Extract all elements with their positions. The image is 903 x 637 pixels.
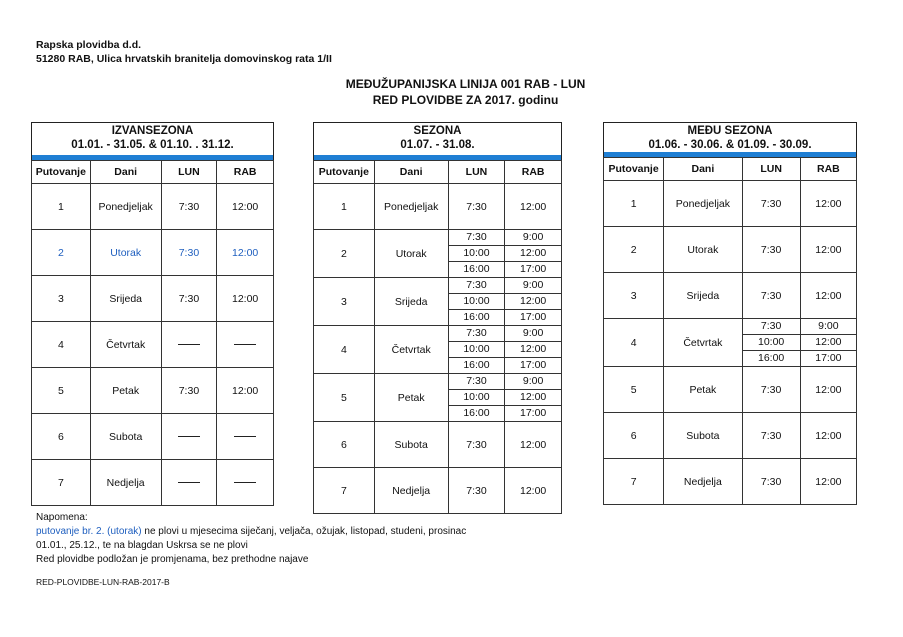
departure-time: 17:00 (815, 352, 842, 364)
no-departure-dash (234, 344, 256, 345)
rab-departure (217, 460, 274, 506)
title-line-2: RED PLOVIDBE ZA 2017. godinu (372, 93, 559, 107)
rab-departure (800, 319, 856, 367)
notes-highlight: putovanje br. 2. (utorak) (36, 526, 142, 537)
col-header-lun: LUN (742, 158, 800, 181)
departure-time: 9:00 (505, 278, 561, 294)
trip-number: 5 (314, 374, 375, 422)
notes-block (36, 511, 466, 567)
header-row (32, 161, 274, 184)
table-row (314, 278, 562, 326)
table-row (604, 181, 857, 227)
day-name: Četvrtak (374, 326, 448, 374)
day-name: Utorak (374, 230, 448, 278)
day-name: Utorak (664, 227, 742, 273)
lun-departure: 7:30 (742, 273, 800, 319)
departure-time: 9:00 (505, 230, 561, 246)
day-name: Subota (90, 414, 161, 460)
rab-departure: 12:00 (217, 184, 274, 230)
departure-time: 7:30 (449, 278, 505, 294)
lun-departure: 7:30 (742, 459, 800, 505)
day-name: Ponedjeljak (664, 181, 742, 227)
lun-departure: 7:30 (448, 468, 505, 514)
lun-departure: 7:30 (161, 184, 217, 230)
header-row (314, 161, 562, 184)
lun-departure: 7:30 (161, 368, 217, 414)
departure-time: 17:00 (520, 407, 547, 419)
season-dates: 01.01. - 31.05. & 01.10. . 31.12. (71, 139, 234, 151)
trip-number: 5 (604, 367, 664, 413)
rab-departure: 12:00 (505, 468, 562, 514)
notes-line-3: Red plovidbe podložan je promjenama, bez prethodne najave (36, 554, 309, 565)
day-name: Ponedjeljak (374, 184, 448, 230)
departure-time: 17:00 (520, 359, 547, 371)
season-dates: 01.06. - 30.06. & 01.09. - 30.09. (648, 139, 812, 151)
col-header-trip: Putovanje (314, 161, 375, 184)
schedule-table (31, 160, 274, 506)
col-header-day: Dani (374, 161, 448, 184)
day-name: Petak (664, 367, 742, 413)
season-name: IZVANSEZONA (111, 125, 194, 137)
table-row (32, 322, 274, 368)
trip-number: 6 (604, 413, 664, 459)
departure-time: 7:30 (449, 326, 505, 342)
lun-departure: 7:30 (742, 227, 800, 273)
table-row (604, 459, 857, 505)
departure-time: 9:00 (505, 374, 561, 390)
table-row (604, 367, 857, 413)
no-departure-dash (234, 436, 256, 437)
table-row (604, 319, 857, 367)
company-name: Rapska plovidba d.d. (36, 39, 142, 51)
rab-departure: 12:00 (505, 184, 562, 230)
table-row (604, 413, 857, 459)
day-name: Petak (90, 368, 161, 414)
table-row (314, 468, 562, 514)
panel-medu-sezona (603, 122, 857, 505)
day-name: Nedjelja (664, 459, 742, 505)
notes-line-1-rest: ne plovi u mjesecima siječanj, veljača, ožujak, listopad, studeni, prosinac (141, 526, 467, 537)
rab-departure: 12:00 (800, 367, 856, 413)
table-row (604, 273, 857, 319)
day-name: Petak (374, 374, 448, 422)
trip-number: 4 (314, 326, 375, 374)
col-header-rab: RAB (800, 158, 856, 181)
departure-time: 17:00 (520, 311, 547, 323)
departure-time: 10:00 (449, 246, 505, 262)
table-row (32, 368, 274, 414)
day-name: Srijeda (664, 273, 742, 319)
day-name: Ponedjeljak (90, 184, 161, 230)
departure-time: 16:00 (463, 407, 490, 419)
lun-departure: 7:30 (742, 181, 800, 227)
trip-number: 7 (32, 460, 91, 506)
rab-departure: 12:00 (505, 422, 562, 468)
col-header-day: Dani (90, 161, 161, 184)
no-departure-dash (178, 436, 200, 437)
panel-izvansezona (31, 122, 274, 506)
day-name: Četvrtak (664, 319, 742, 367)
trip-number: 6 (314, 422, 375, 468)
schedule-table (313, 160, 562, 514)
rab-departure (505, 278, 562, 326)
trip-number: 1 (604, 181, 664, 227)
departure-time: 9:00 (801, 319, 856, 335)
col-header-rab: RAB (505, 161, 562, 184)
rab-departure: 12:00 (217, 276, 274, 322)
notes-heading: Napomena: (36, 512, 88, 523)
table-row (32, 460, 274, 506)
notes-line-2: 01.01., 25.12., te na blagdan Uskrsa se ne plovi (36, 540, 248, 551)
trip-number: 2 (314, 230, 375, 278)
departure-time: 7:30 (743, 319, 800, 335)
rab-departure: 12:00 (800, 227, 856, 273)
lun-departure (161, 460, 217, 506)
rab-departure: 12:00 (800, 273, 856, 319)
col-header-day: Dani (664, 158, 742, 181)
departure-time: 12:00 (505, 246, 561, 262)
lun-departure: 7:30 (448, 184, 505, 230)
trip-number: 4 (604, 319, 664, 367)
rab-departure: 12:00 (800, 181, 856, 227)
trip-number: 3 (32, 276, 91, 322)
table-row (32, 230, 274, 276)
departure-time: 10:00 (449, 342, 505, 358)
col-header-lun: LUN (161, 161, 217, 184)
table-row (604, 227, 857, 273)
table-row (314, 422, 562, 468)
departure-time: 10:00 (743, 335, 800, 351)
season-name: SEZONA (413, 125, 462, 137)
table-row (314, 326, 562, 374)
col-header-trip: Putovanje (32, 161, 91, 184)
trip-number: 6 (32, 414, 91, 460)
departure-time: 16:00 (463, 311, 490, 323)
lun-departure: 7:30 (742, 367, 800, 413)
departure-time: 16:00 (463, 359, 490, 371)
day-name: Subota (664, 413, 742, 459)
departure-time: 16:00 (758, 352, 785, 364)
title-line-1: MEĐUŽUPANIJSKA LINIJA 001 RAB - LUN (345, 77, 586, 91)
no-departure-dash (178, 482, 200, 483)
departure-time: 12:00 (801, 335, 856, 351)
trip-number: 4 (32, 322, 91, 368)
day-name: Četvrtak (90, 322, 161, 368)
col-header-rab: RAB (217, 161, 274, 184)
rab-departure: 12:00 (217, 230, 274, 276)
day-name: Nedjelja (90, 460, 161, 506)
trip-number: 5 (32, 368, 91, 414)
trip-number: 1 (314, 184, 375, 230)
trip-number: 1 (32, 184, 91, 230)
trip-number: 7 (604, 459, 664, 505)
table-row (314, 230, 562, 278)
departure-time: 17:00 (520, 263, 547, 275)
lun-departure: 7:30 (742, 413, 800, 459)
departure-time: 12:00 (505, 342, 561, 358)
rab-departure (217, 322, 274, 368)
season-name: MEĐU SEZONA (687, 125, 773, 137)
lun-departure (161, 414, 217, 460)
rab-departure (217, 414, 274, 460)
table-row (32, 414, 274, 460)
departure-time: 16:00 (463, 263, 490, 275)
table-row (314, 184, 562, 230)
day-name: Subota (374, 422, 448, 468)
lun-departure: 7:30 (161, 276, 217, 322)
trip-number: 3 (604, 273, 664, 319)
table-row (32, 276, 274, 322)
season-dates: 01.07. - 31.08. (400, 139, 475, 151)
panel-sezona (313, 122, 562, 514)
departure-time: 9:00 (505, 326, 561, 342)
table-row (32, 184, 274, 230)
document-title (0, 76, 903, 108)
trip-number: 7 (314, 468, 375, 514)
day-name: Utorak (90, 230, 161, 276)
rab-departure: 12:00 (800, 459, 856, 505)
document-reference: RED-PLOVIDBE-LUN-RAB-2017-B (36, 577, 170, 587)
lun-departure: 7:30 (161, 230, 217, 276)
header-row (604, 158, 857, 181)
panel-header (603, 122, 857, 152)
trip-number: 3 (314, 278, 375, 326)
col-header-trip: Putovanje (604, 158, 664, 181)
trip-number: 2 (32, 230, 91, 276)
table-row (314, 374, 562, 422)
lun-departure: 7:30 (448, 422, 505, 468)
company-block (36, 38, 332, 66)
notes-line-1 (36, 525, 466, 539)
departure-time: 12:00 (505, 294, 561, 310)
rab-departure (505, 326, 562, 374)
lun-departure (742, 319, 800, 367)
rab-departure (505, 230, 562, 278)
lun-departure (448, 374, 505, 422)
day-name: Nedjelja (374, 468, 448, 514)
no-departure-dash (234, 482, 256, 483)
departure-time: 10:00 (449, 294, 505, 310)
trip-number: 2 (604, 227, 664, 273)
no-departure-dash (178, 344, 200, 345)
col-header-lun: LUN (448, 161, 505, 184)
departure-time: 7:30 (449, 374, 505, 390)
lun-departure (448, 278, 505, 326)
panel-header (31, 122, 274, 155)
day-name: Srijeda (90, 276, 161, 322)
panel-header (313, 122, 562, 155)
schedule-table (603, 157, 857, 505)
lun-departure (448, 230, 505, 278)
day-name: Srijeda (374, 278, 448, 326)
departure-time: 12:00 (505, 390, 561, 406)
departure-time: 10:00 (449, 390, 505, 406)
rab-departure: 12:00 (217, 368, 274, 414)
rab-departure (505, 374, 562, 422)
company-address: 51280 RAB, Ulica hrvatskih branitelja domovinskog rata 1/II (36, 53, 332, 65)
lun-departure (448, 326, 505, 374)
rab-departure: 12:00 (800, 413, 856, 459)
lun-departure (161, 322, 217, 368)
departure-time: 7:30 (449, 230, 505, 246)
